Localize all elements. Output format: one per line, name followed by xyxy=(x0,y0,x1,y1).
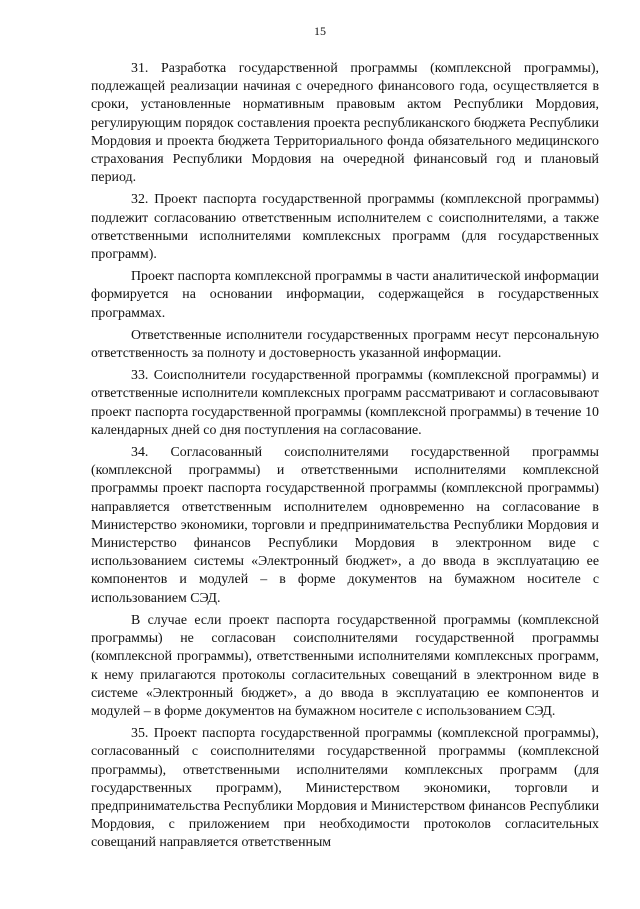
paragraph-35: 35. Проект паспорта государственной программы (комплексной программы), согласованный с соисполнителями государственной программы (комплексной программы), ответственными исполнителями комплексных программ (для государственных программ), Министерством экономики, торговли и предпринимательства Республики Мордовия и Министерством финансов Республики Мордовия, с приложением при необходимости протоколов согласительных совещаний направляется ответственным xyxy=(91,726,599,851)
paragraph-32: 32. Проект паспорта государственной программы (комплексной программы) подлежит согласованию ответственным исполнителем с соисполнителями, а также ответственными исполнителями комплексных программ (для государственных программ). xyxy=(91,192,599,263)
page-number: 15 xyxy=(314,24,326,38)
paragraph-34: 34. Согласованный соисполнителями государственной программы (комплексной программы) и ответственными исполнителями комплексной программы проект паспорта государственной программы (комплексной программы) направляется ответственным исполнителем одновременно на согласование в Министерство экономики, торговли и предпринимательства Республики Мордовия и Министерство финансов Республики Мордовия в электронном виде с использованием системы «Электронный бюджет», а до ввода в эксплуатацию ее компонентов и модулей – в форме документов на бумажном носителе с использованием СЭД. xyxy=(91,445,599,606)
paragraph-33: 33. Соисполнители государственной программы (комплексной программы) и ответственные исполнители комплексных программ рассматривают и согласовывают проект паспорта государственной программы (комплексной программы) в течение 10 календарных дней со дня поступления на согласование. xyxy=(91,368,599,438)
paragraph-32-responsibility: Ответственные исполнители государственных программ несут персональную ответственность за полноту и достоверность указанной информации. xyxy=(91,327,599,362)
document-body xyxy=(91,60,599,857)
paragraph-34-disagreement: В случае если проект паспорта государственной программы (комплексной программы) не согласован соисполнителями государственной программы (комплексной программы), ответственными исполнителями комплексных программ, к нему прилагаются протоколы согласительных совещаний в электронном виде в системе «Электронный бюджет», а до ввода в эксплуатацию ее компонентов и модулей – в форме документов на бумажном носителе с использованием СЭД. xyxy=(91,612,599,719)
paragraph-31: 31. Разработка государственной программы (комплексной программы), подлежащей реализации начиная с очередного финансового года, осуществляется в сроки, установленные нормативным правовым актом Республики Мордовия, регулирующим порядок составления проекта республиканского бюджета Республики Мордовия и проекта бюджета Территориального фонда обязательного медицинского страхования Республики Мордовия на очередной финансовый год и плановый период. xyxy=(91,61,599,186)
paragraph-32-analytics: Проект паспорта комплексной программы в части аналитической информации формируется на основании информации, содержащейся в государственных программах. xyxy=(91,269,599,321)
